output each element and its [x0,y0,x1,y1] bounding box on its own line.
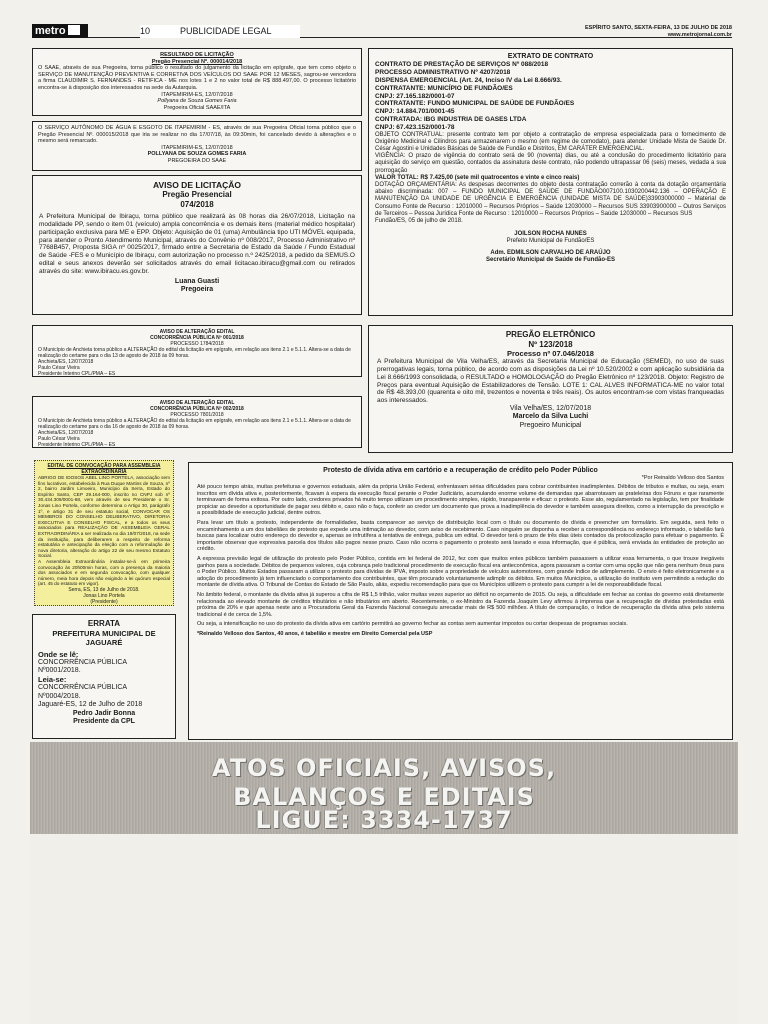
logo-mark-icon [68,25,80,35]
edital-heading: EDITAL DE CONVOCAÇÃO PARA ASSEMBLEIA EXTRAORDINÁRIA [47,463,161,475]
pregao-number: Nº 123/2018 [528,339,573,349]
pregao-eletronico-box [368,325,733,453]
alteracao-edital-1-box [32,325,362,377]
aviso-signer: Luana Guasti [174,277,220,285]
protesto-paragraph: Até pouco tempo atrás, muitas prefeituras e governos estaduais, além da própria União Federal, enfrentavam sérias dificuldades para cobrar contribuintes inadimplentes. Débitos de tributos e multas, ou seja, eram inscritos em dívida ativa e, posteriormente, ficavam à espera da execução fiscal perante o Poder Judiciário, acumulando enorme volume de demandas que abarrotavam as prateleiras dos Fóruns e que raramente terminavam de forma exitosa. Por outro lado, credores privados há muito tempo utilizam um procedimento simples, rápido, transparente e eficaz: o protesto. Esse ato, regulamentado na legislação, tem por finalidade propiciar ao devedor a oportunidade de pagar seu débito e, caso não o faça, conferir ao credor um documento que prova a inadimplência do devedor e também assegura direitos, como a interrupção da prescrição e a possibilidade de execução judicial, dentre outros. [197,484,724,517]
pregao-process: Processo nº 07.046/2018 [507,349,594,359]
edital-body: ABRIGO DE IDOSOS ABEL LINO PORTELA, associação sem fins lucrativos, estabelecida à Rua Duque Martins de Souza, nº 2, bairro Jardim Limoeiro, Município da Serra, Estado do Espírito Santo, CEP 29.164-000, inscrito no CNPJ sob nº 30.434.309/0001-68, vem através de seu Presidente o Sr. Jonas Lino Portela, conforme determina o Artigo 30, parágrafo 1º, e artigo 31 de seu estatuto social, CONVOCAR OS MEMBROS DO CONSELHO DELIBERATIVO, DIRETORIA EXECUTIVA E CONSELHO FISCAL, e a todos os seus associados para REALIZAÇÃO DE ASSEMBLEIA GERAL EXTRAORDINÁRIA a ser realizada no dia 19/07/2018, na sede da instituição, para deliberarem a respeito de reforma estatutária e antecipação da eleição com a reformulação de nova diretoria, alteração do artigo 22 de seu mesmo Estatuto Social. [38,475,170,559]
errata-signer-role: Presidente da CPL [73,718,135,726]
extrato-contrato-box [368,48,733,316]
extrato-signer2: Adm. EDMILSON CARVALHO DE ARAÚJO [490,249,611,256]
aviso-number: 074/2018 [180,199,214,209]
metro-logo [32,24,88,38]
saae2-signer-role: PREGOEIRA DO SAAE [167,157,227,164]
errata-heading: ERRATA [87,619,121,628]
dateline-date: ESPÍRITO SANTO, SEXTA-FEIRA, 13 DE JULHO DE 2018 [584,25,732,31]
alteracao1-place-date: Anchieta/ES, 12/07/2018 [38,359,94,365]
extrato-place-date: Fundão/ES, 05 de julho de 2018. [375,218,463,225]
protesto-byline: *Por Reinaldo Velloso dos Santos [641,475,724,482]
saae-heading: RESULTADO DE LICITAÇÃO [160,52,234,58]
alteracao1-signer: Paulo César Vieira [38,365,80,371]
aviso-heading: AVISO DE LICITAÇÃO [153,180,241,190]
errata-leia-text: CONCORRÊNCIA PÚBLICA Nº0004/2018. [38,684,127,700]
extrato-line-5: CONTRATANTE: FUNDO MUNICIPAL DE SAÚDE DE FUNDÃO/ES [375,100,575,108]
saae-signer-role: Pregoeira Oficial SAAE/ITA [163,104,231,111]
edital-signer-role: (Presidente) [90,598,118,605]
extrato-line-7: CONTRATADA: IBG INDUSTRIA DE GASES LTDA [375,115,527,123]
edital-convocacao-box [34,460,174,606]
extrato-line-8: CNPJ: 67.423.152/0001-78 [375,123,455,131]
errata-signer: Pedro Jadir Bonna [72,709,136,717]
extrato-line-4: CNPJ: 27.165.182/0001-07 [375,92,455,100]
extrato-line-3: CONTRATANTE: MUNICÍPIO DE FUNDÃO/ES [375,84,513,92]
extrato-line-2: DISPENSA EMERGENCIAL (Art. 24, Inciso IV da Lei 8.666/93. [375,77,562,84]
banner-line-2: BALANÇOS E EDITAIS [233,783,535,811]
banner-line-3: LIGUE: 3334-1737 [255,806,513,834]
alteracao-edital-2-box [32,396,362,448]
edital-body2: A Assembleia Extraordinária instalar-se-á em primeira convocação às 20h00min horas, com a presença da maioria dos associados e em segunda convocação, com qualquer número, meia hora depois não exigindo a lei quórum especial (art. 45 do estatuto em vigor). [38,558,170,587]
saae2-signer: POLLYANA DE SOUZA GOMES FARIA [147,151,247,158]
protesto-paragraph: A expressa previsão legal de utilização do protesto pelo Poder Público, contida em lei federal de 2012, fez com que muitos entes públicos também passassem a utilizar essa ferramenta, o que trouxe inegáveis ganhos para a sociedade. Débitos de pequenos valores, cuja cobrança pelo tradicional procedimento de execução fiscal era antieconômica, agora passaram a contar com uma opção que não gera nenhum ônus para o Poder Público. Muitos Estados passaram a utilizar o protesto para dívidas de IPVA, imposto sobre a propriedade de veículos automotores, com grande índice de adimplemento. O envio é feito eletronicamente e a adoção do procedimento já tem influenciado o comportamento dos contribuintes, que têm procurado voluntariamente adimplir os débitos. Em muitos Municípios, a utilização do instituto vem permitindo a redução do montante de dívida ativa. O Tribunal de Contas do Estado de São Paulo, aliás, expediu recomendação para que os Municípios utilizem o protesto para cumprir a lei de responsabilidade fiscal. [197,555,724,589]
saae-cancelamento-box [32,121,362,171]
protesto-heading: Protesto de dívida ativa em cartório e a recuperação de crédito pelo Poder Público [323,467,598,474]
extrato-dotacao: DOTAÇÃO ORÇAMENTÁRIA: As despesas decorrentes do objeto desta contratação correrão à conta da dotação orçamentária abaixo discriminada: 007 – FUNDO MUNICIPAL DE SAÚDE DE FUNDÃO007100.1030200442.136 – OPERAÇÃO E MANUTENÇÃO DA UNIDADE DE URGÊNCIA E EMERGÊNCIA (UNIDADE MISTA DE SAÚDE)33903000000 – Material de Consumo Fonte de Recurso : 12010000 – Recursos Próprios – Saúde 12030000 – Recursos SUS 33903900000 – Outros Serviços de Terceiros – Pessoa Jurídica Fonte de Recurso : 12010000 – Recursos Próprios – Saúde 12030000 – Recursos SUS [375,182,726,217]
errata-onde-label: Onde se lê: [38,649,79,659]
alteracao2-body: O Município de Anchieta torna público a ALTERAÇÃO do edital da licitação em epígrafe, em relação aos itens 2.1 e 5.1.1. Altera-se a data de realização do certame para o dia 16 de agosto de 2018 às 09 horas. [38,418,351,430]
page-number: 10 [140,26,151,36]
saae-place-date: ITAPEMIRIM-ES, 12/07/2018 [161,91,233,98]
pregao-signer-role: Pregoeiro Municipal [519,421,582,429]
saae2-place-date: ITAPEMIRIM-ES, 12/07/2018 [161,144,233,151]
protesto-footer: *Reinaldo Velloso dos Santos, 40 anos, é tabelião e mestre em Direito Comercial pela USP [197,630,433,637]
saae2-body: O SERVIÇO AUTÔNOMO DE ÁGUA E ESGOTO DE ITAPEMIRIM - ES, através de sua Pregoeira Oficial torna público que o Pregão Presencial Nº. 000015/2018 que iria se realizar no dia 17/07/18, às 09:30min, foi cancelado devido à alterações e o mesmo será remarcado. [38,125,356,145]
errata-subheading: PREFEITURA MUNICIPAL DE JAGUARÉ [52,628,156,647]
protesto-paragraph: Para levar um título a protesto, independente de formalidades, basta comparecer ao serviço de distribuição local com o título ou documento de dívida e preencher um formulário. Em seguida, será feito o encaminhamento a um dos tabeliães de protesto que expede uma intimação ao devedor, com aviso de recebimento. Caso ninguém se disponha a receber a correspondência no endereço informado, o tabelião fará buscas para localizar outro endereço do devedor e, apenas se infrutífera a tentativa de entrega, publica um edital. O devedor terá o prazo de três dias úteis contados da protocolização para efetuar o pagamento. É importante observar que expressiva parcela dos títulos são pagos nesse prazo. Caso não ocorra o pagamento o protesto será lavrado e essa informação, que é pública, será enviada às entidades de proteção ao crédito. [197,519,724,553]
logo-text: metro [35,25,66,37]
dateline-website: www.metrojornal.com.br [667,31,732,38]
banner-line-1: ATOS OFICIAIS, AVISOS, [211,754,557,782]
protesto-article [188,462,733,740]
extrato-objeto: OBJETO CONTRATUAL: presente contrato tem por objeto a contratação de empresa especializada para o fornecimento de Oxigênio Medicinal e Cilindros para armazenarem o mesmo (em regime de comodato), para atender Unidade Mista de Saúde Dr. César Agostini e Unidades Básicas de Saúde de Fundão e Distritos, EM CARÁTER EMERGENCIAL. [375,131,726,152]
blank-lower-area [30,834,738,1024]
pregao-body: A Prefeitura Municipal de Vila Velha/ES, através da Secretaria Municipal de Educação (SEMED), no uso de suas prerrogativas legais, torna público, de acordo com as disposições da Lei nº 10.520/2002 e com aplicação subsidiária da Lei 8.666/1993 consolidada, o RESULTADO e HOMOLOGAÇÃO do Pregão Eletrônico nº 123/2018. Objeto: Registro de Preços para eventual Aquisição de Estabilizadores de Tensão. LOTE 1: CAL ALVES INFORMATICA-ME no valor total de R$ 48.393,00 (quarenta e oito mil, trezentos e noventa e três reais). Os autos encontram-se com vistas franqueadas aos interessados. [377,358,724,405]
saae-signer: Pollyana de Souza Gomes Faria [157,98,237,105]
alteracao2-signer: Paulo César Vieira [38,436,80,442]
extrato-signer1-role: Prefeito Municipal de Fundão/ES [506,238,595,245]
extrato-heading: EXTRATO DE CONTRATO [507,53,594,60]
protesto-paragraph: Ou seja, a intensificação no uso do protesto da dívida ativa em cartório permitirá ao governo fechar as contas sem aumentar impostos ou cortar despesas de programas sociais. [197,621,628,628]
edital-place-date: Serra, ES, 13 de Julho de 2018. [68,586,140,593]
aviso-subheading: Pregão Presencial [162,190,232,199]
edital-signer: Jonas Lino Portela [83,592,125,599]
extrato-line-0: CONTRATO DE PRESTAÇÃO DE SERVIÇOS Nº 088/2018 [375,61,549,69]
saae-resultado-box [32,48,362,116]
alteracao2-heading: AVISO DE ALTERAÇÃO EDITAL [159,400,235,406]
alteracao2-subheading: CONCORRÊNCIA PÚBLICA Nº 002/2018 [150,406,244,412]
extrato-line-1: PROCESSO ADMINISTRATIVO Nº 4207/2018 [375,69,511,77]
errata-onde-text: CONCORRÊNCIA PÚBLICA Nº0001/2018. [38,658,127,674]
aviso-body: A Prefeitura Municipal de Ibiraçu, torna público que realizará às 08 horas dia 26/07/2018, Licitação na modalidade PP, sendo o item 01 (veículo) ampla concorrência e os demais itens (material médico hospitalar) participação exclusiva para ME e EPP. Objeto: Aquisição de 01 (uma) Ambulância tipo UTI MÓVEL equipada, para atender o Pronto Atendimento Municipal, através do Convênio nº 008/2017, Processo Administrativo nº 7768B457, Proposta SIGA nº 0025/2017, firmado entre a Secretaria de Estado da Saúde / Fundo Estadual de Saúde -FES e o Município de Ibiraçu, com autorização no processo n.º 2425/2018, a pedido da SEMUS.O edital e seus anexos deverão ser solicitados através do email licitacao.ibiracu@gmail.com ou retirados através do site: www.ibiracu.es.gov.br. [39,213,355,275]
extrato-signer2-role: Secretário Municipal de Saúde de Fundão-ES [485,256,616,263]
errata-leia-label: Leia-se: [38,675,67,685]
pregao-heading: PREGÃO ELETRÔNICO [505,330,596,339]
errata-place-date: Jaguaré-ES, 12 de Julho de 2018 [38,701,143,709]
alteracao1-body: O Município de Anchieta torna público a ALTERAÇÃO do edital da licitação em epígrafe, em relação aos itens 2.1 e 5.1.1. Altera-se a data de realização do certame para o dia 13 de agosto de 2018 às 09 horas. [38,347,351,359]
extrato-line-6: CNPJ: 14.884.701/0001-45 [375,108,455,116]
pregao-signer: Marcelo da Silva Luchi [512,413,589,421]
alteracao2-place-date: Anchieta/ES, 12/07/2018 [38,430,94,436]
extrato-vigencia: VIGÊNCIA: O prazo de vigência do contrato será de 90 (noventa) dias, ou até a conclusão do procedimento licitatório para aquisição do serviço em questão, contados da assinatura deste contrato, não podendo ultrapassar 06 (seis) meses, vedada a sua prorrogação [375,153,726,174]
aviso-signer-role: Pregoeira [180,285,214,293]
alteracao1-heading: AVISO DE ALTERAÇÃO EDITAL [159,329,235,335]
alteracao1-subheading: CONCORRÊNCIA PÚBLICA Nº 001/2018 [150,335,244,341]
alteracao1-process: PROCESSO 1784/2018 [170,341,224,347]
extrato-signer1: JOILSON ROCHA NUNES [514,231,587,238]
alteracao2-process: PROCESSO 7801/2018 [170,412,224,418]
errata-box [32,614,176,739]
pregao-place-date: Vila Velha/ES, 12/07/2018 [509,404,592,412]
saae-body: O SAAE, através de sua Pregoeira, torna público o resultado do julgamento da licitação em epígrafe, que tem como objeto o SERVIÇO DE MANUTENÇÃO PREVENTIVA E CORRETIVA DOS VEÍCULOS DO SAAE POR 12 MESES, sagrou-se vencedora a firma CLAUDIMIR S. FERNANDES - RETIFICA - ME nos lotes 1 e 2 no valor total de R$ 888.497,00. O processo licitatório encontra-se à disposição dos interessados na sede da Autarquia. [38,65,356,91]
saae-subheading: Pregão Presencial Nº. 000014/2018 [151,58,243,65]
section-title: PUBLICIDADE LEGAL [180,26,272,36]
alteracao2-signer-role: Presidente Interino CPL/PMA – ES [38,442,116,448]
advertising-banner [30,742,738,834]
protesto-paragraph: No âmbito federal, o montante da dívida ativa já superou a cifra de R$ 1,5 trilhão, valor muitas vezes superior ao déficit no orçamento de 2015. Ou seja, a dificuldade em fechar as contas do governo está diretamente relacionada ao elevado montante de créditos tributários e não tributários em aberto. Recentemente, o ex-Ministro da Fazenda Joaquim Levy afirmou à imprensa que a recuperação de dívidas protestadas está próxima de 20% e que apenas neste ano a Procuradoria Geral da Fazenda Nacional conseguiu arrecadar mais de R$ 500 milhões. A título de comparação, o índice de recuperação da dívida ativa pelo sistema tradicional é de cerca de 1,5%. [197,591,724,618]
dateline [532,25,732,38]
extrato-valor: VALOR TOTAL: R$ 7.425,00 (sete mil quatrocentos e vinte e cinco reais) [375,174,580,181]
aviso-licitacao-box [32,175,362,315]
alteracao1-signer-role: Presidente Interino CPL/PMA – ES [38,371,116,377]
page-heading [140,25,300,38]
